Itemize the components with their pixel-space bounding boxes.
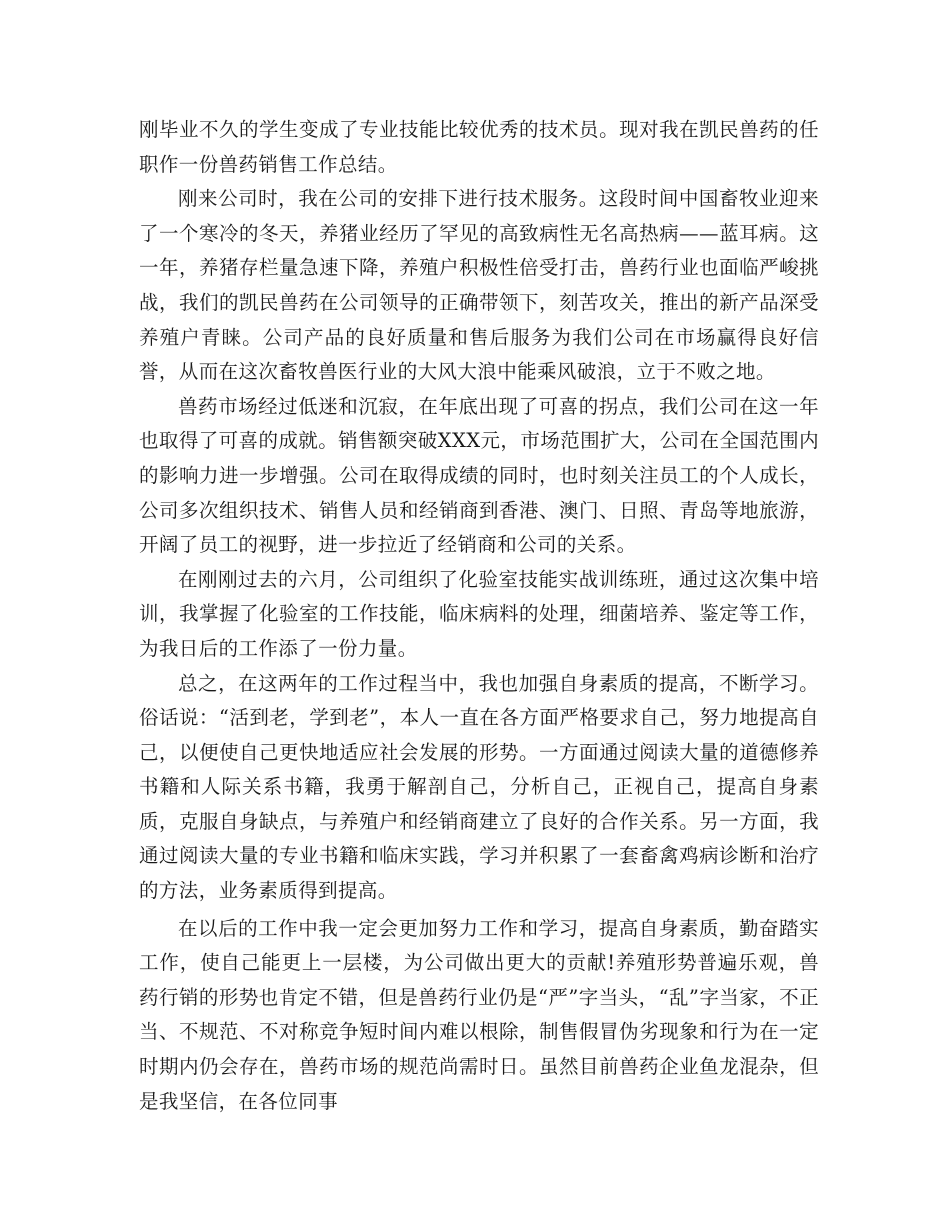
paragraph-4: 在刚刚过去的六月，公司组织了化验室技能实战训练班，通过这次集中培训，我掌握了化验室的工作技能，临床病料的处理，细菌培养、鉴定等工作，为我日后的工作添了一份力量。 <box>139 567 819 660</box>
paragraph-3: 兽药市场经过低迷和沉寂，在年底出现了可喜的拐点，我们公司在这一年也取得了可喜的成就。销售额突破XXX元，市场范围扩大，公司在全国范围内的影响力进一步增强。公司在取得成绩的同时，也时刻关注员工的个人成长，公司多次组织技术、销售人员和经销商到香港、澳门、日照、青岛等地旅游，开阔了员工的视野，进一步拉近了经销商和公司的关系。 <box>139 394 819 557</box>
paragraph-2: 刚来公司时，我在公司的安排下进行技术服务。这段时间中国畜牧业迎来了一个寒冷的冬天，养猪业经历了罕见的高致病性无名高热病——蓝耳病。这一年，养猪存栏量急速下降，养殖户积极性倍受打击，兽药行业也面临严峻挑战，我们的凯民兽药在公司领导的正确带领下，刻苦攻关，推出的新产品深受养殖户青睐。公司产品的良好质量和售后服务为我们公司在市场赢得良好信誉，从而在这次畜牧兽医行业的大风大浪中能乘风破浪，立于不败之地。 <box>139 187 819 384</box>
paragraph-6: 在以后的工作中我一定会更加努力工作和学习，提高自身素质，勤奋踏实工作，使自己能更上一层楼，为公司做出更大的贡献!养殖形势普遍乐观，兽药行销的形势也肯定不错，但是兽药行业仍是“严”字当头，“乱”字当家，不正当、不规范、不对称竞争短时间内难以根除，制售假冒伪劣现象和行为在一定时期内仍会存在，兽药市场的规范尚需时日。虽然目前兽药企业鱼龙混杂，但是我坚信，在各位同事 <box>139 916 819 1113</box>
document-body <box>139 113 819 1119</box>
paragraph-1: 刚毕业不久的学生变成了专业技能比较优秀的技术员。现对我在凯民兽药的任职作一份兽药销售工作总结。 <box>139 118 819 176</box>
paragraph-5: 总之，在这两年的工作过程当中，我也加强自身素质的提高，不断学习。俗话说：“活到老，学到老”，本人一直在各方面严格要求自己，努力地提高自己，以便使自己更快地适应社会发展的形势。一方面通过阅读大量的道德修养书籍和人际关系书籍，我勇于解剖自己，分析自己，正视自己，提高自身素质，克服自身缺点，与养殖户和经销商建立了良好的合作关系。另一方面，我通过阅读大量的专业书籍和临床实践，学习并积累了一套畜禽鸡病诊断和治疗的方法，业务素质得到提高。 <box>139 671 819 903</box>
